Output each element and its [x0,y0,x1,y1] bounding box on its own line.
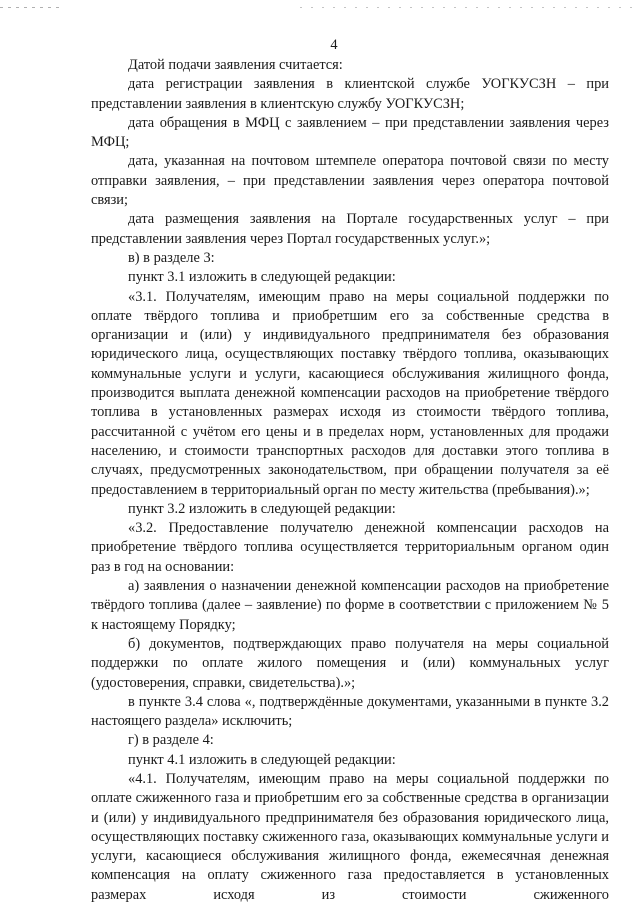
paragraph-item-4-1-text: «4.1. Получателям, имеющим право на меры социальной поддержки по оплате сжиженного газа и приобретшим его за собственные средства в организации и (или) у индивидуального предпринимателя без образования юридического лица, осуществляющих поставку сжиженного газа, оказывающих коммунальные услуги и услуги, касающиеся обслуживания жилищного фонда, ежемесячная денежная компенсация на оплату сжиженного газа предоставляется в установленных размерах исходя из стоимости сжиженного [91,770,609,903]
document-body [91,56,609,905]
paragraph-item-3-1-text: «3.1. Получателям, имеющим право на меры социальной поддержки по оплате твёрдого топлива и приобретшим его за собственные средства в организации и (или) у индивидуального предпринимателя без образования юридического лица, осуществляющих поставку твёрдого топлива, оказывающих коммунальные услуги и услуги, касающиеся обслуживания жилищного фонда, производится выплата денежной компенсации расходов на приобретение твёрдого топлива в установленных размерах исходя из стоимости твёрдого топлива, рассчитанной с учётом его цены и в пределах норм, установленных для продажи населению, и стоимости транспортных расходов для доставки этого топлива в случаях, предусмотренных законодательством, при обращении получателя за её предоставлением в территориальный орган по месту жительства (пребывания).»; [91,288,609,498]
paragraph-section-4: г) в разделе 4: [128,732,214,749]
paragraph-section-3: в) в разделе 3: [128,249,215,266]
paragraph-item-3-2-a: а) заявления о назначении денежной компенсации расходов на приобретение твёрдого топлива (далее – заявление) по форме в соответствии с приложением № 5 к настоящему Порядку; [91,578,609,633]
paragraph-submission-date-intro: Датой подачи заявления считается: [128,57,343,73]
paragraph-item-3-2-text: «3.2. Предоставление получателю денежной компенсации расходов на приобретение твёрдого топлива осуществляется территориальным органом один раз в год на основании: [91,520,609,575]
paragraph-date-client-service: дата регистрации заявления в клиентской службе УОГКУСЗН – при представлении заявления в клиентскую службу УОГКУСЗН; [91,76,609,112]
paragraph-item-4-1-intro: пункт 4.1 изложить в следующей редакции: [128,751,396,768]
paragraph-item-3-2-b: б) документов, подтверждающих право получателя на меры социальной поддержки по оплате жилого помещения и (или) коммунальных услуг (удостоверения, справки, свидетельства).»; [91,635,609,691]
page-number: 4 [330,37,338,53]
paragraph-item-3-2-intro: пункт 3.2 изложить в следующей редакции: [128,500,396,517]
scan-artifact-marks [0,6,640,9]
paragraph-item-3-4: в пункте 3.4 слова «, подтверждённые документами, указанными в пункте 3.2 настоящего раздела» исключить; [91,693,609,730]
paragraph-date-postal: дата, указанная на почтовом штемпеле оператора почтовой связи по месту отправки заявления, – при представлении заявления через оператора почтовой связи; [91,153,609,209]
paragraph-date-mfc: дата обращения в МФЦ с заявлением – при представлении заявления через МФЦ; [91,114,609,151]
paragraph-date-portal: дата размещения заявления на Портале государственных услуг – при представлении заявления через Портал государственных услуг.»; [91,211,609,247]
paragraph-item-3-1-intro: пункт 3.1 изложить в следующей редакции: [128,269,396,286]
